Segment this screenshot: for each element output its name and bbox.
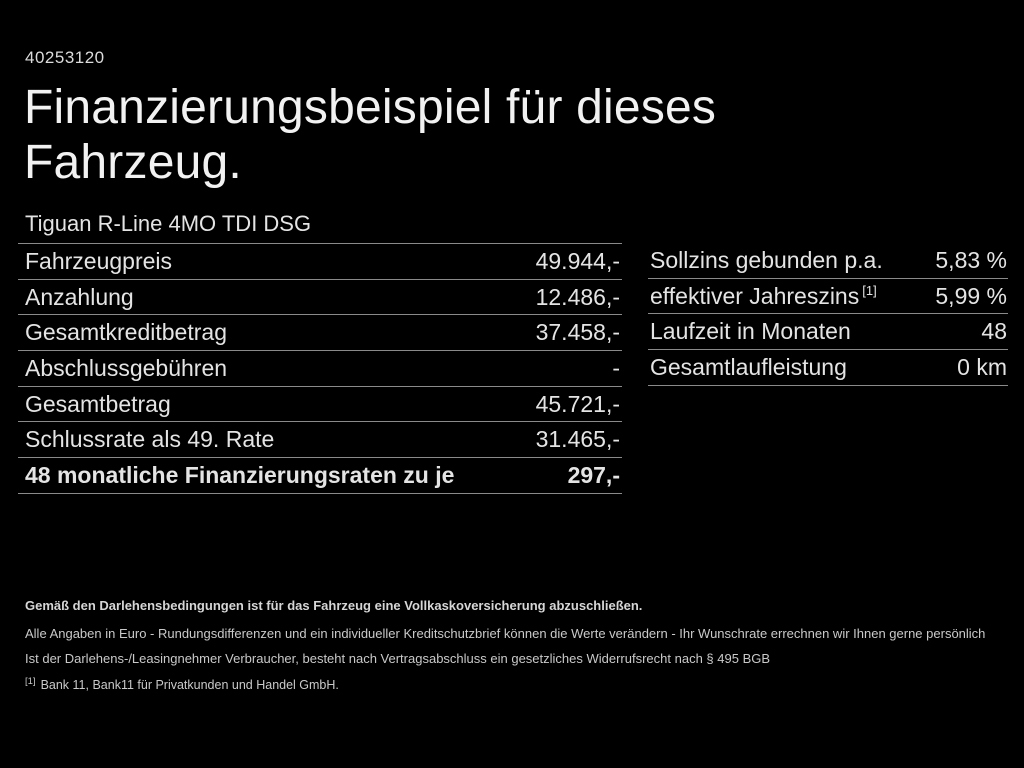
row-value: 297,- [567, 461, 620, 488]
table-row-gesamtbetrag [18, 387, 622, 423]
page-title-line2: Fahrzeug. [24, 136, 242, 189]
row-label: Laufzeit in Monaten [650, 318, 851, 345]
table-row-laufzeit [648, 314, 1008, 350]
row-label: Fahrzeugpreis [25, 247, 173, 274]
row-label: Schlussrate als 49. Rate [25, 426, 275, 453]
table-row-sollzins [648, 243, 1008, 279]
row-label: Sollzins gebunden p.a. [650, 246, 883, 273]
row-value: 12.486,- [535, 283, 620, 310]
page-title [24, 80, 716, 190]
table-row-gesamtlaufleistung [648, 350, 1008, 386]
row-value: 5,99 % [935, 282, 1007, 309]
row-label: Abschlussgebühren [25, 354, 228, 381]
disclaimer-line2: Ist der Darlehens-/Leasingnehmer Verbraucher, besteht nach Vertragsabschluss ein gesetzliches Widerrufsrecht nach § 495 BGB [25, 651, 771, 666]
table-row-abschlussgebuehren [18, 351, 622, 387]
footer [25, 598, 1010, 692]
finance-table [18, 243, 622, 494]
footnote-text: Bank 11, Bank11 für Privatkunden und Handel GmbH. [40, 678, 339, 692]
row-label: Gesamtkreditbetrag [25, 319, 227, 346]
row-value: - [612, 354, 620, 381]
table-row-effektivzins [648, 279, 1008, 315]
row-label: Gesamtbetrag [25, 390, 171, 417]
table-row-anzahlung [18, 280, 622, 316]
row-value: 0 km [957, 353, 1007, 380]
row-value: 31.465,- [535, 426, 620, 453]
row-value: 5,83 % [935, 246, 1007, 273]
table-row-fahrzeugpreis [18, 244, 622, 280]
row-label: Anzahlung [25, 283, 134, 310]
row-value: 48 [981, 318, 1007, 345]
vehicle-model: Tiguan R-Line 4MO TDI DSG [25, 211, 312, 236]
row-label: 48 monatliche Finanzierungsraten zu je [25, 461, 455, 488]
row-label: effektiver Jahreszins [1] [650, 282, 877, 309]
footnote-marker: [1] [25, 675, 36, 687]
row-label: Gesamtlaufleistung [650, 353, 847, 380]
vehicle-id-number: 40253120 [25, 48, 105, 67]
conditions-table [648, 243, 1008, 386]
footnote-ref: [1] [862, 282, 877, 298]
table-row-schlussrate [18, 422, 622, 458]
disclaimer-line1: Alle Angaben in Euro - Rundungsdifferenzen und ein individueller Kreditschutzbrief können die Werte verändern - Ihr Wunschrate errechnen wir Ihnen gerne persönlich [25, 626, 986, 641]
page-title-line1: Finanzierungsbeispiel für dieses [24, 81, 717, 134]
row-value: 45.721,- [535, 390, 620, 417]
row-value: 37.458,- [535, 319, 620, 346]
row-value: 49.944,- [535, 247, 620, 274]
insurance-note: Gemäß den Darlehensbedingungen ist für das Fahrzeug eine Vollkaskoversicherung abzuschließen. [25, 598, 643, 613]
footnote [25, 675, 1010, 692]
table-row-gesamtkreditbetrag [18, 315, 622, 351]
table-row-monatsraten [18, 458, 622, 494]
